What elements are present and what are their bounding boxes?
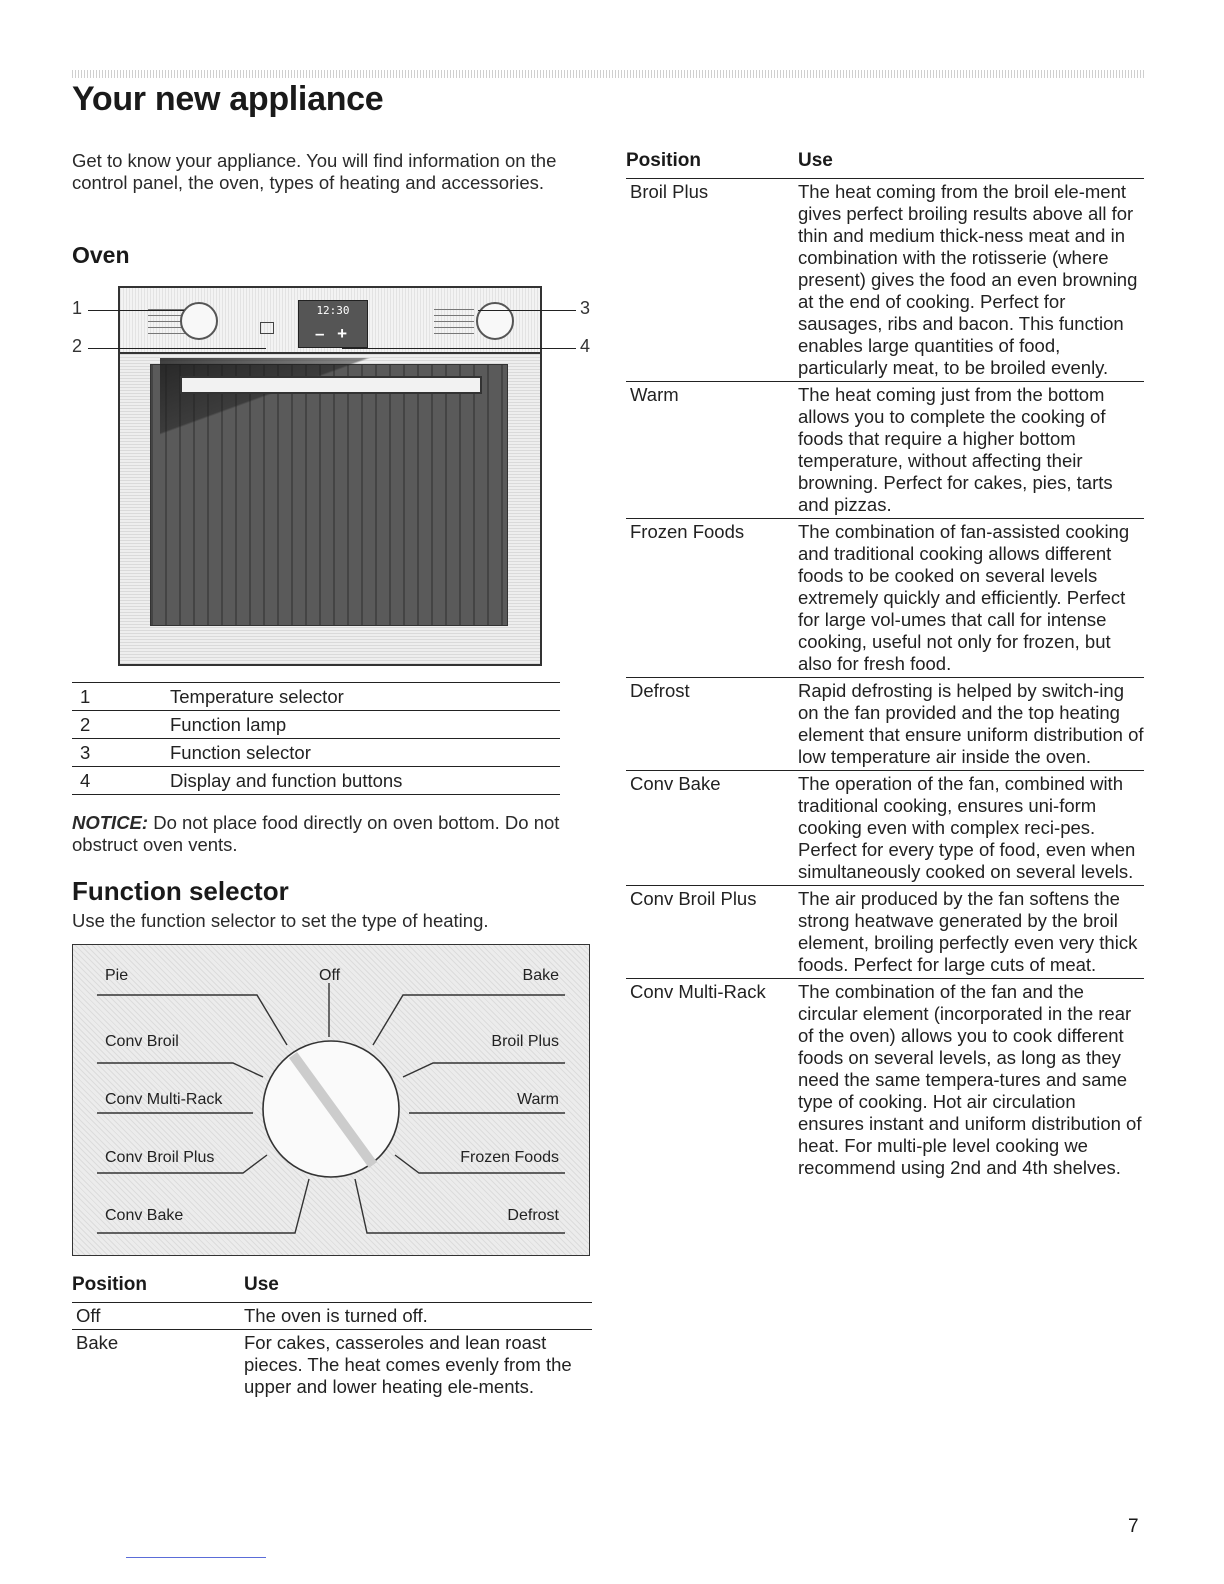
page-number: 7 <box>1128 1516 1139 1537</box>
table-row <box>626 771 1144 886</box>
use-cell: The oven is turned off. <box>244 1303 592 1330</box>
legend-num: 1 <box>72 683 170 711</box>
intro-paragraph: Get to know your appliance. You will find information on the control panel, the oven, types of heating and accessories. <box>72 150 557 193</box>
header-position: Position <box>626 150 701 171</box>
dial-label-off: Off <box>319 967 341 984</box>
header-position: Position <box>72 1274 147 1295</box>
legend-label: Temperature selector <box>170 683 560 711</box>
door-handle <box>180 376 482 394</box>
dial-label-conv-broil-plus: Conv Broil Plus <box>105 1149 215 1166</box>
table-row <box>626 382 1144 519</box>
use-cell: The heat coming from the broil ele-ment gives perfect broiling results above all for thin and medium thick-ness meat and in combination with the rotisserie (where present) gives the food an even browning at the end of cooking. Perfect for sausages, ribs and bacon. This function enables large quantities of food, particularly meat, to be broiled evenly. <box>798 179 1144 382</box>
dial-label-defrost: Defrost <box>507 1207 559 1224</box>
legend-num: 3 <box>72 739 170 767</box>
lead-line-2 <box>88 348 266 349</box>
table-row <box>72 1303 592 1330</box>
function-lamp <box>260 322 274 334</box>
callout-1: 1 <box>72 298 83 318</box>
callout-3: 3 <box>580 298 591 318</box>
position-cell: Frozen Foods <box>626 519 798 678</box>
table-row <box>72 1330 592 1401</box>
dial-label-frozen-foods: Frozen Foods <box>460 1149 559 1166</box>
dial-label-broil-plus: Broil Plus <box>491 1033 559 1050</box>
notice-label: NOTICE: <box>72 812 149 833</box>
position-cell: Broil Plus <box>626 179 798 382</box>
page-title: Your new appliance <box>72 80 384 118</box>
table-row <box>626 179 1144 382</box>
display-time: 12:30 <box>316 304 350 317</box>
callout-4: 4 <box>580 336 591 356</box>
position-use-table-right <box>626 150 1144 1181</box>
table-row <box>72 739 560 767</box>
use-cell: The operation of the fan, combined with traditional cooking, ensures uni-form cooking even with complex reci-pes. Perfect for every type of food, even when simultaneously cooked on several levels. <box>798 771 1144 886</box>
use-cell: The heat coming just from the bottom allows you to complete the cooking of foods that require a higher bottom temperature, without affecting their browning. Perfect for cakes, pies, tarts and pizzas. <box>798 382 1144 519</box>
position-cell: Conv Multi-Rack <box>626 979 798 1182</box>
lead-line-1 <box>88 310 184 311</box>
display-panel <box>298 300 368 348</box>
function-scale <box>434 304 474 334</box>
header-rule <box>72 70 1146 78</box>
oven-legend-table <box>72 682 560 795</box>
table-row <box>626 979 1144 1182</box>
position-cell: Conv Broil Plus <box>626 886 798 979</box>
dial-label-warm: Warm <box>516 1091 559 1108</box>
oven-figure <box>60 280 600 670</box>
table-row <box>626 678 1144 771</box>
lead-line-4 <box>342 348 576 349</box>
display-buttons: – + <box>314 324 352 343</box>
dial-label-conv-broil: Conv Broil <box>105 1033 179 1050</box>
door-shade <box>160 358 500 448</box>
use-cell: For cakes, casseroles and lean roast pieces. The heat comes evenly from the upper and lower heating ele-ments. <box>244 1330 592 1401</box>
use-cell: Rapid defrosting is helped by switch-ing on the fan provided and the top heating element that ensure uniform distribution of low temperature air inside the oven. <box>798 678 1144 771</box>
legend-label: Function lamp <box>170 711 560 739</box>
position-cell: Conv Bake <box>626 771 798 886</box>
position-cell: Defrost <box>626 678 798 771</box>
header-use: Use <box>244 1274 279 1295</box>
dial-label-conv-multi-rack: Conv Multi-Rack <box>105 1091 223 1108</box>
table-row <box>72 711 560 739</box>
footer-link-line <box>126 1557 266 1558</box>
table-header-row <box>626 150 1144 179</box>
table-row <box>72 767 560 795</box>
table-row <box>72 683 560 711</box>
legend-num: 4 <box>72 767 170 795</box>
notice <box>72 812 572 856</box>
position-cell: Warm <box>626 382 798 519</box>
legend-num: 2 <box>72 711 170 739</box>
use-cell: The air produced by the fan softens the strong heatwave generated by the broil element, broiling perfectly even very thick foods. Perfect for large cuts of meat. <box>798 886 1144 979</box>
lead-line-3 <box>478 310 576 311</box>
callout-2: 2 <box>72 336 83 356</box>
control-panel <box>120 288 540 354</box>
header-use: Use <box>798 150 833 171</box>
notice-text: Do not place food directly on oven bottom. Do not obstruct oven vents. <box>72 812 560 855</box>
table-row <box>626 519 1144 678</box>
temperature-selector-knob <box>180 302 218 340</box>
position-use-table-left <box>72 1274 592 1400</box>
position-cell: Off <box>72 1303 244 1330</box>
use-cell: The combination of the fan and the circular element (incorporated in the rear of the oven) allows you to cook different foods on several levels, as long as they need the same tempera-tures and same type of cooking. Hot air circulation ensures instant and uniform distribution of heat. For multi-ple level cooking we recommend using 2nd and 4th shelves. <box>798 979 1144 1182</box>
function-selector-heading: Function selector <box>72 876 289 906</box>
dial-label-bake: Bake <box>522 967 559 984</box>
function-selector-intro: Use the function selector to set the type of heating. <box>72 910 489 931</box>
function-selector-figure <box>72 944 590 1256</box>
oven-heading: Oven <box>72 242 130 268</box>
oven-body <box>118 286 542 666</box>
legend-label: Display and function buttons <box>170 767 560 795</box>
function-selector-knob <box>476 302 514 340</box>
use-cell: The combination of fan-assisted cooking and traditional cooking allows different foods to be cooked on several levels extremely quickly and efficiently. Perfect for large vol-umes that call for intense cooking, useful not only for frozen, but also for fresh food. <box>798 519 1144 678</box>
table-row <box>626 886 1144 979</box>
table-header-row <box>72 1274 592 1303</box>
dial-label-pie: Pie <box>105 967 129 984</box>
position-cell: Bake <box>72 1330 244 1401</box>
legend-label: Function selector <box>170 739 560 767</box>
dial-label-conv-bake: Conv Bake <box>105 1207 184 1224</box>
